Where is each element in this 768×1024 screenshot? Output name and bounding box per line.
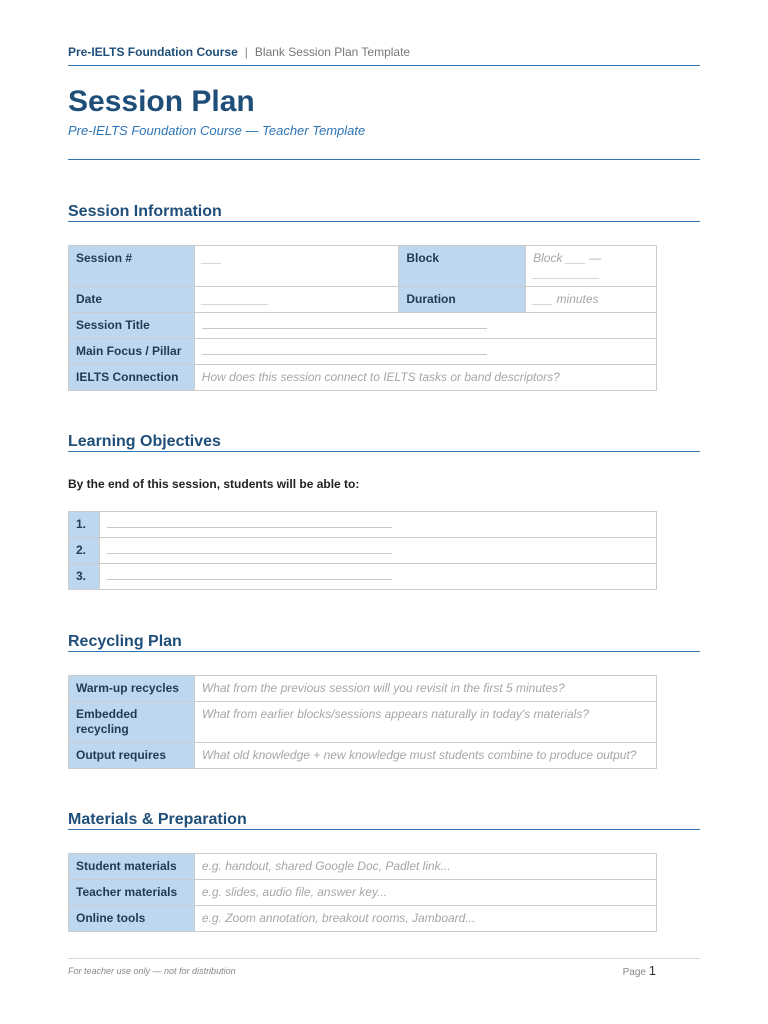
objectives-intro: By the end of this session, students will be able to: [68, 477, 360, 491]
materials-label: Student materials [69, 854, 195, 880]
objective-number: 2. [69, 538, 100, 564]
recycling-field[interactable]: What from earlier blocks/sessions appears naturally in today's materials? [194, 702, 656, 743]
objective-field-1[interactable] [99, 512, 656, 538]
running-header [68, 45, 700, 66]
page-footer [68, 958, 700, 976]
section-heading-recycling-plan: Recycling Plan [68, 633, 700, 652]
page-title: Session Plan [68, 85, 255, 118]
blank-line [202, 318, 487, 329]
recycling-field[interactable]: What old knowledge + new knowledge must students combine to produce output? [194, 743, 656, 769]
materials-field[interactable]: e.g. Zoom annotation, breakout rooms, Jamboard... [194, 906, 656, 932]
section-heading-materials: Materials & Preparation [68, 811, 700, 830]
block-field[interactable]: Block ___ — __________ [526, 246, 657, 287]
session-title-label: Session Title [69, 313, 195, 339]
blank-line [107, 569, 392, 580]
duration-field[interactable]: ___ minutes [526, 287, 657, 313]
objective-field-2[interactable] [99, 538, 656, 564]
materials-label: Online tools [69, 906, 195, 932]
date-field[interactable]: __________ [194, 287, 399, 313]
footer-note: For teacher use only — not for distribution [68, 966, 236, 976]
objective-number: 3. [69, 564, 100, 590]
main-focus-label: Main Focus / Pillar [69, 339, 195, 365]
materials-field[interactable]: e.g. handout, shared Google Doc, Padlet link... [194, 854, 656, 880]
block-label: Block [399, 246, 526, 287]
page-subtitle: Pre-IELTS Foundation Course — Teacher Template [68, 123, 366, 138]
ielts-connection-field[interactable]: How does this session connect to IELTS tasks or band descriptors? [194, 365, 656, 391]
page-number [623, 963, 656, 978]
recycling-label: Warm-up recycles [69, 676, 195, 702]
ielts-connection-label: IELTS Connection [69, 365, 195, 391]
objective-number: 1. [69, 512, 100, 538]
page-number-value: 1 [648, 963, 656, 978]
section-heading-learning-objectives: Learning Objectives [68, 433, 700, 452]
session-number-label: Session # [69, 246, 195, 287]
title-divider [68, 159, 700, 160]
blank-line [107, 517, 392, 528]
session-number-field[interactable]: ___ [194, 246, 399, 287]
main-focus-field[interactable] [194, 339, 656, 365]
objective-field-3[interactable] [99, 564, 656, 590]
recycling-label: Output requires [69, 743, 195, 769]
materials-table [68, 853, 657, 932]
materials-field[interactable]: e.g. slides, audio file, answer key... [194, 880, 656, 906]
page-label: Page [622, 967, 646, 978]
session-title-field[interactable] [194, 313, 656, 339]
header-course: Pre-IELTS Foundation Course [68, 45, 238, 59]
header-separator: | [244, 45, 248, 59]
blank-line [107, 543, 392, 554]
objectives-table [68, 511, 657, 590]
session-info-table [68, 245, 657, 391]
blank-line [202, 344, 487, 355]
recycling-table [68, 675, 657, 769]
recycling-field[interactable]: What from the previous session will you revisit in the first 5 minutes? [194, 676, 656, 702]
section-heading-session-information: Session Information [68, 203, 700, 222]
materials-label: Teacher materials [69, 880, 195, 906]
header-template-name: Blank Session Plan Template [254, 45, 411, 59]
duration-label: Duration [399, 287, 526, 313]
date-label: Date [69, 287, 195, 313]
recycling-label: Embedded recycling [69, 702, 195, 743]
